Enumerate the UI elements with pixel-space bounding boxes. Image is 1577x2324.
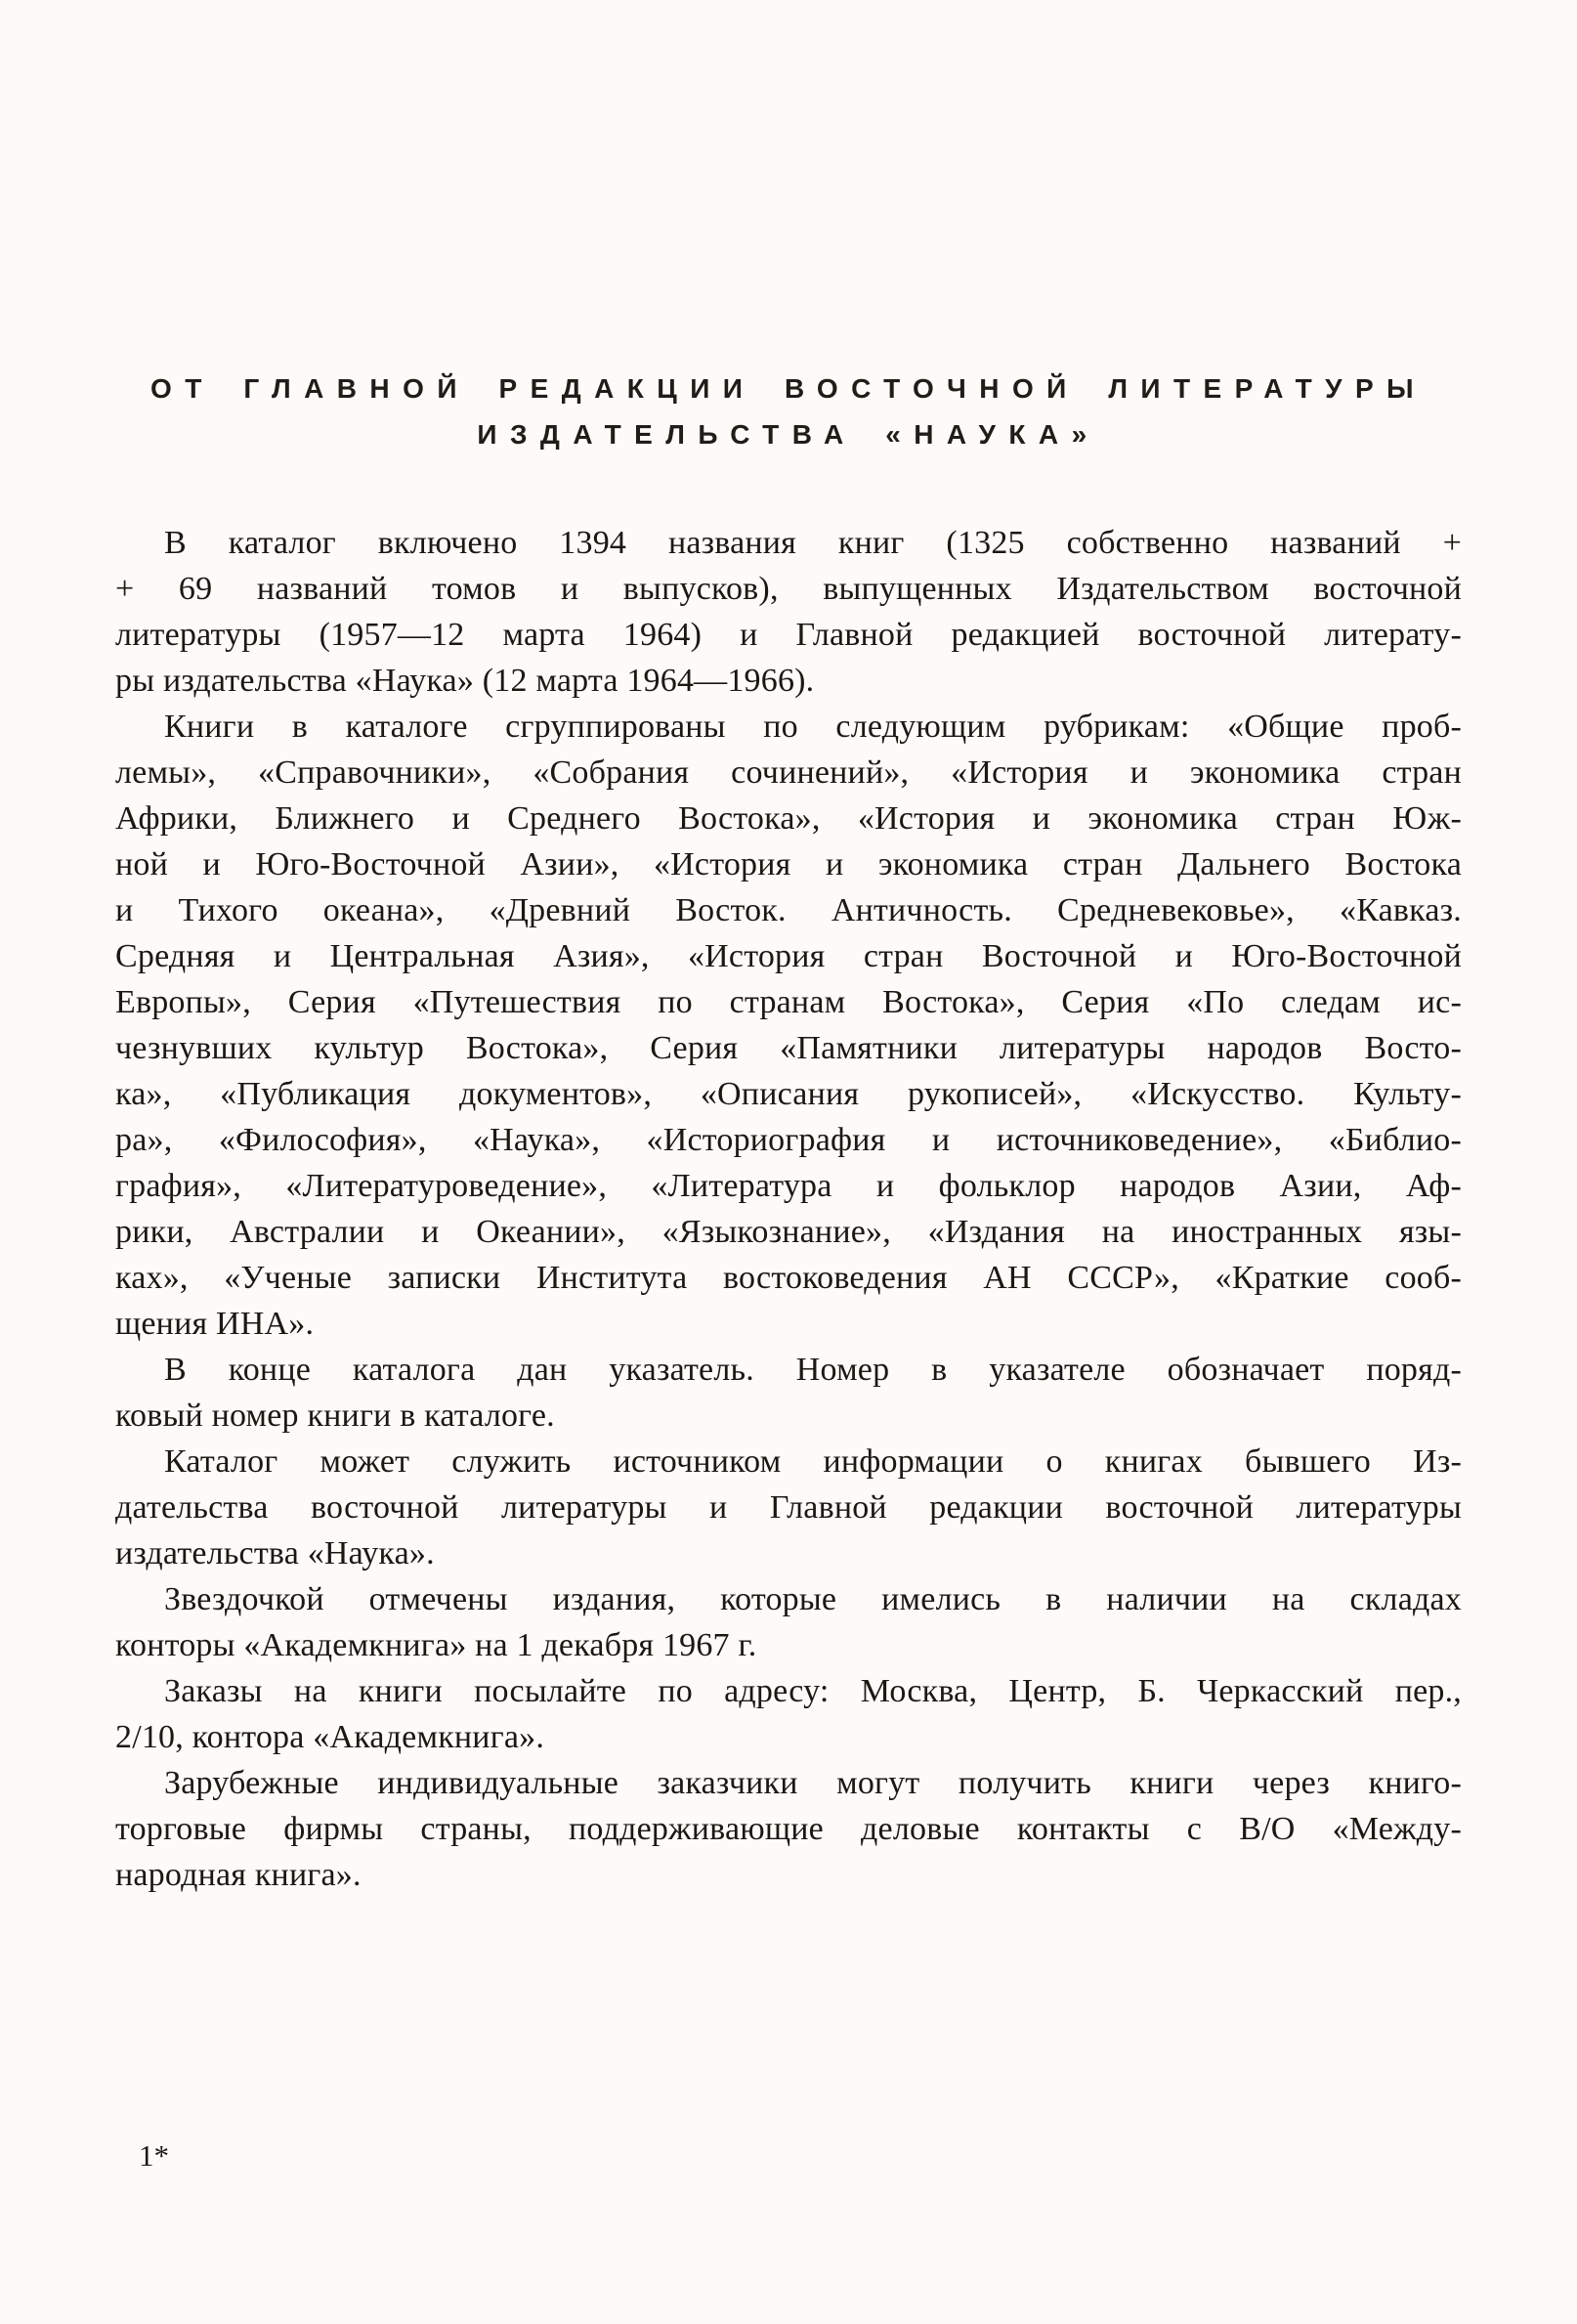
- page-signature-mark: 1*: [139, 2138, 169, 2173]
- text-line: 2/10, контора «Академкнига».: [115, 1719, 545, 1755]
- text-line: Заказы на книги посылайте по адресу: Москва, Центр, Б. Черкасский пер.,: [164, 1673, 1462, 1709]
- text-line: рики, Австралии и Океании», «Языкознание», «Издания на иностранных язы-: [115, 1214, 1462, 1250]
- text-line: Средняя и Центральная Азия», «История стран Восточной и Юго-Восточной: [115, 938, 1462, 974]
- text-line: Африки, Ближнего и Среднего Востока», «История и экономика стран Юж-: [115, 800, 1462, 837]
- chapter-heading-line-1: ОТ ГЛАВНОЙ РЕДАКЦИИ ВОСТОЧНОЙ ЛИТЕРАТУРЫ: [150, 373, 1427, 404]
- text-line: издательства «Наука».: [115, 1535, 435, 1571]
- body-text: [115, 520, 1462, 1898]
- text-line: Зарубежные индивидуальные заказчики могут получить книги через книго-: [164, 1765, 1462, 1801]
- text-line: В каталог включено 1394 названия книг (1325 собственно названий +: [164, 525, 1462, 561]
- text-line: торговые фирмы страны, поддерживающие деловые контакты с В/О «Между-: [115, 1811, 1462, 1847]
- text-line: конторы «Академкнига» на 1 декабря 1967 г.: [115, 1627, 757, 1663]
- text-line: графия», «Литературоведение», «Литература и фольклор народов Азии, Аф-: [115, 1168, 1462, 1204]
- text-line: Каталог может служить источником информации о книгах бывшего Из-: [164, 1443, 1462, 1480]
- text-line: народная книга».: [115, 1857, 362, 1893]
- chapter-heading-line-2: ИЗДАТЕЛЬСТВА «НАУКА»: [477, 419, 1100, 450]
- paragraph-6: [115, 1668, 1462, 1760]
- text-line: литературы (1957—12 марта 1964) и Главной редакцией восточной литерату-: [115, 617, 1462, 653]
- text-line: чезнувших культур Востока», Серия «Памятники литературы народов Восто-: [115, 1030, 1462, 1066]
- chapter-heading: [0, 0, 1577, 457]
- paragraph-7: [115, 1760, 1462, 1898]
- text-line: ках», «Ученые записки Института востоковедения АН СССР», «Краткие сооб-: [115, 1260, 1462, 1296]
- paragraph-4: [115, 1439, 1462, 1576]
- paragraph-2: [115, 704, 1462, 1347]
- text-line: Звездочкой отмечены издания, которые имелись в наличии на складах: [164, 1581, 1462, 1617]
- text-line: ковый номер книги в каталоге.: [115, 1398, 555, 1434]
- paragraph-3: [115, 1347, 1462, 1439]
- text-line: ры издательства «Наука» (12 марта 1964—1966).: [115, 663, 815, 699]
- text-line: Европы», Серия «Путешествия по странам Востока», Серия «По следам ис-: [115, 984, 1462, 1020]
- text-line: В конце каталога дан указатель. Номер в указателе обозначает поряд-: [164, 1352, 1462, 1388]
- text-line: ра», «Философия», «Наука», «Историография и источниковедение», «Библио-: [115, 1122, 1462, 1158]
- paragraph-5: [115, 1576, 1462, 1668]
- text-line: лемы», «Справочники», «Собрания сочинений», «История и экономика стран: [115, 754, 1462, 791]
- text-line: ной и Юго-Восточной Азии», «История и экономика стран Дальнего Востока: [115, 846, 1462, 882]
- paragraph-1: [115, 520, 1462, 704]
- text-line: дательства восточной литературы и Главной редакции восточной литературы: [115, 1489, 1462, 1526]
- text-line: Книги в каталоге сгруппированы по следующим рубрикам: «Общие проб-: [164, 709, 1462, 745]
- text-line: + 69 названий томов и выпусков), выпущенных Издательством восточной: [115, 571, 1462, 607]
- text-line: ка», «Публикация документов», «Описания рукописей», «Искусство. Культу-: [115, 1076, 1462, 1112]
- text-line: и Тихого океана», «Древний Восток. Античность. Средневековье», «Кавказ.: [115, 892, 1462, 928]
- text-line: щения ИНА».: [115, 1306, 315, 1342]
